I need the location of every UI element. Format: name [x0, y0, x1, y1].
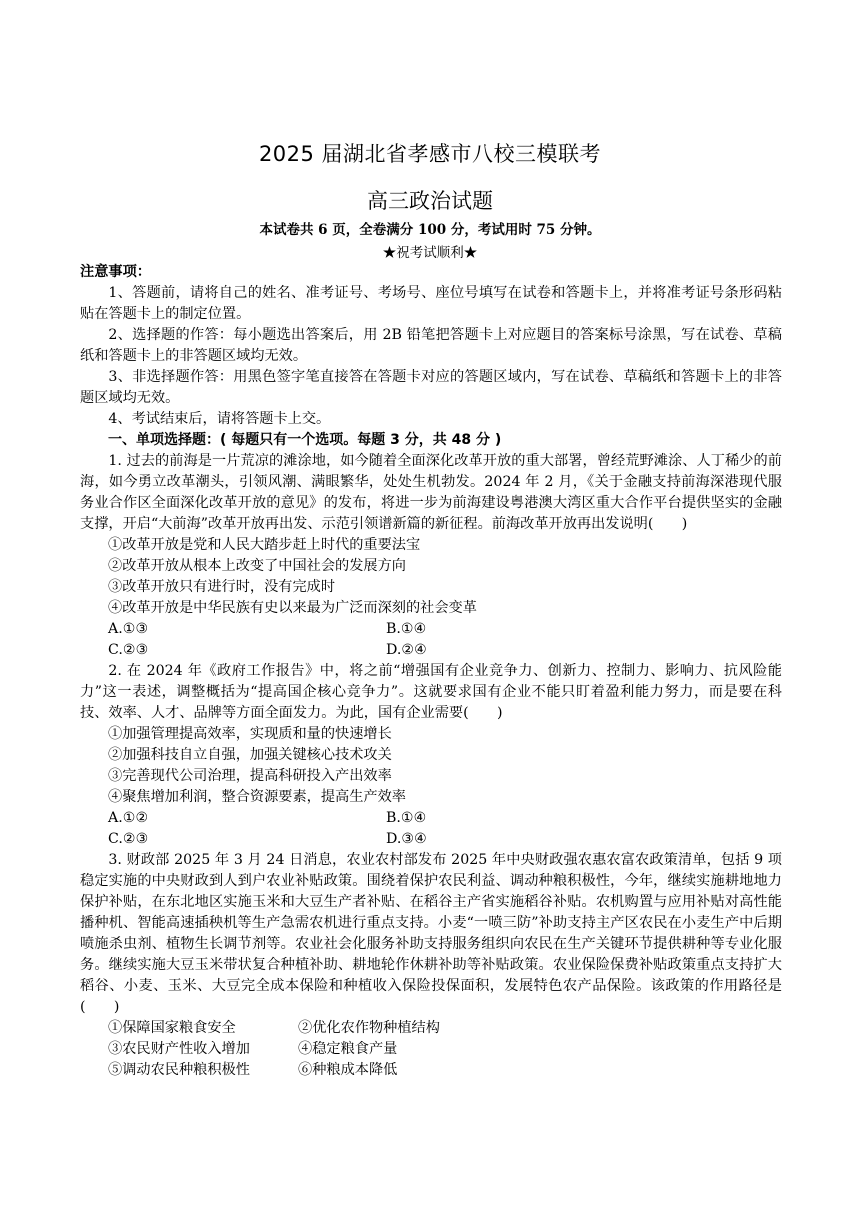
question-3-option: ⑥种粮成本降低 [298, 1062, 398, 1078]
notice-item: 4、考试结束后，请将答题卡上交。 [108, 411, 331, 427]
question-2-option: ③完善现代公司治理，提高科研投入产出效率 [108, 768, 392, 784]
choice-b: B.①④ [386, 810, 427, 826]
choice-d: D.③④ [386, 831, 427, 847]
notice-item: 2、选择题的作答：每小题选出答案后，用 2B 铅笔把答题卡上对应题目的答案标号涂黑，写在试卷、草稿纸和答题卡上的非答题区域均无效。 [80, 327, 782, 364]
question-2-option: ②加强科技自立自强，加强关键核心技术攻关 [108, 747, 392, 763]
question-1-option: ③改革开放只有进行时，没有完成时 [108, 579, 336, 595]
section-title: 一、单项选择题：( 每题只有一个选项。每题 3 分，共 48 分 ) [108, 432, 502, 448]
question-3-option: ①保障国家粮食安全 [108, 1020, 236, 1036]
question-2-choices [80, 808, 782, 850]
question-1-stem: 1. 过去的前海是一片荒凉的滩涂地，如今随着全面深化改革开放的重大部署，曾经荒野滩涂、人丁稀少的前海，如今勇立改革潮头，引领风潮、满眼繁华，处处生机勃发。2024 年 2 月，《关于金融支持前海深港现代服务业合作区全面深化改革开放的意见》的发布，将进一步为前海建设粤港澳大湾区重大合作平台提供坚实的金融支撑，开启“大前海”改革开放再出发、示范引领谱新篇的新征程。前海改革开放再出发说明( ) [80, 453, 782, 532]
choice-a: A.①③ [108, 621, 149, 637]
question-1-option: ①改革开放是党和人民大踏步赶上时代的重要法宝 [108, 537, 421, 553]
question-3-option: ②优化农作物种植结构 [298, 1020, 440, 1036]
exam-wish: ★祝考试顺利★ [382, 245, 478, 261]
question-1-choices [80, 619, 782, 661]
exam-title: 2025 届湖北省孝感市八校三模联考 [258, 142, 602, 166]
notice-item: 3、非选择题作答：用黑色签字笔直接答在答题卡对应的答题区域内，写在试卷、草稿纸和答题卡上的非答题区域均无效。 [80, 369, 782, 406]
question-2-stem: 2. 在 2024 年《政府工作报告》中，将之前“增强国有企业竞争力、创新力、控制力、影响力、抗风险能力”这一表述，调整概括为“提高国企核心竞争力”。这就要求国有企业不能只盯着盈利能力努力，而是要在科技、效率、人才、品牌等方面全面发力。为此，国有企业需要( ) [80, 663, 782, 721]
choice-a: A.①② [108, 810, 149, 826]
question-3-options [80, 1018, 782, 1081]
question-2-option: ①加强管理提高效率，实现质和量的快速增长 [108, 726, 392, 742]
exam-subtitle: 高三政治试题 [367, 189, 493, 213]
notice-title: 注意事项： [80, 264, 151, 280]
choice-b: B.①④ [386, 621, 427, 637]
question-3-option: ⑤调动农民种粮积极性 [108, 1062, 250, 1078]
question-3-option: ③农民财产性收入增加 [108, 1041, 250, 1057]
exam-info: 本试卷共 6 页，全卷满分 100 分，考试用时 75 分钟。 [259, 222, 601, 238]
choice-d: D.②④ [386, 642, 427, 658]
choice-c: C.②③ [108, 831, 149, 847]
question-3-stem: 3. 财政部 2025 年 3 月 24 日消息，农业农村部发布 2025 年中央财政强农惠农富农政策清单，包括 9 项稳定实施的中央财政到人到户农业补贴政策。围绕着保护农民利益、调动种粮积极性，今年，继续实施耕地地力保护补贴，在东北地区实施玉米和大豆生产者补贴、在稻谷主产省实施稻谷补贴。农机购置与应用补贴对高性能播种机、智能高速插秧机等生产急需农机进行重点支持。小麦“一喷三防”补助支持主产区农民在小麦生产中后期喷施杀虫剂、植物生长调节剂等。农业社会化服务补助支持服务组织向农民在生产关键环节提供耕种等专业化服务。继续实施大豆玉米带状复合种植补助、耕地轮作休耕补助等补贴政策。农业保险保费补贴政策重点支持扩大稻谷、小麦、玉米、大豆完全成本保险和种植收入保险投保面积，发展特色农产品保险。该政策的作用路径是( ) [80, 852, 782, 1015]
exam-content [80, 262, 782, 1081]
notice-item: 1、答题前，请将自己的姓名、准考证号、考场号、座位号填写在试卷和答题卡上，并将准考证号条形码粘贴在答题卡上的制定位置。 [80, 285, 782, 322]
question-1-option: ④改革开放是中华民族有史以来最为广泛而深刻的社会变革 [108, 600, 477, 616]
question-2-option: ④聚焦增加利润，整合资源要素，提高生产效率 [108, 789, 406, 805]
choice-c: C.②③ [108, 642, 149, 658]
question-3-option: ④稳定粮食产量 [298, 1041, 398, 1057]
question-1-option: ②改革开放从根本上改变了中国社会的发展方向 [108, 558, 406, 574]
